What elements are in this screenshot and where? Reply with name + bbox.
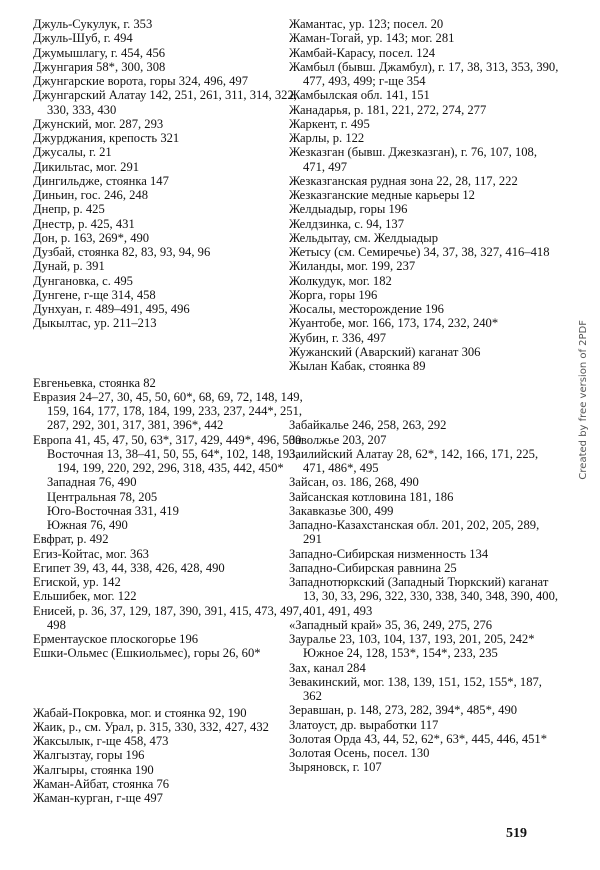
index-entry: Зыряновск, г. 107 [289, 760, 382, 775]
index-entry: Жезказганские медные карьеры 12 [289, 188, 475, 202]
index-entry: Жаман-Айбат, стоянка 76 [33, 776, 170, 791]
index-entry: Джуль-Сукулук, г. 353 [33, 17, 153, 31]
index-entry: Джусалы, г. 21 [33, 145, 112, 160]
index-entry: Забайкалье 246, 258, 263, 292 [289, 418, 447, 433]
index-entry: Жарлы, р. 122 [289, 131, 365, 145]
index-entry: Егиз-Койтас, мог. 363 [33, 546, 149, 561]
section-gap [33, 661, 303, 706]
index-entry: Дикильтас, мог. 291 [33, 159, 140, 174]
index-entry: Дунай, р. 391 [33, 259, 105, 274]
index-entry: Дузбай, стоянка 82, 83, 93, 94, 96 [33, 245, 211, 259]
index-entry: Енисей, р. 36, 37, 129, 187, 390, 391, 415, 473, 497, 498 [33, 603, 303, 632]
index-entry: Жезказган (бывш. Джезказган), г. 76, 107, 108, 471, 497 [289, 145, 537, 174]
index-entry: «Западный край» 35, 36, 249, 275, 276 [289, 617, 493, 632]
index-entry: Джунгарский Алатау 142, 251, 261, 311, 314, 322, 330, 333, 430 [33, 88, 297, 117]
index-entry: Дунгановка, с. 495 [33, 273, 133, 288]
index-entry: Жиланды, мог. 199, 237 [289, 259, 416, 274]
index-entry: Жамбылская обл. 141, 151 [289, 88, 430, 103]
index-entry: Зауралье 23, 103, 104, 137, 193, 201, 205, 242* [289, 632, 535, 646]
index-entry: Евфрат, р. 492 [33, 532, 109, 547]
index-column-right [289, 17, 561, 775]
index-entry: Западнотюркский (Западный Тюркский) каганат 13, 30, 33, 296, 322, 330, 338, 340, 348, 390, 400, 401, 491, 493 [289, 575, 559, 618]
index-subentry: Западная 76, 490 [47, 475, 137, 490]
index-entry: Златоуст, др. выработки 117 [289, 717, 439, 732]
index-entry: Жаксылык, г-ще 458, 473 [33, 734, 169, 748]
index-entry: Жезказганская рудная зона 22, 28, 117, 222 [289, 173, 518, 188]
index-entry: Ерментауское плоскогорье 196 [33, 632, 199, 646]
index-entry: Жолкудук, мог. 182 [289, 273, 392, 288]
index-entry: Жуантобе, мог. 166, 173, 174, 232, 240* [289, 316, 499, 331]
index-entry: Дингильдже, стоянка 147 [33, 173, 169, 188]
index-subentry: Центральная 78, 205 [47, 489, 158, 504]
index-entry: Западно-Сибирская равнина 25 [289, 560, 457, 575]
page-number: 519 [506, 826, 527, 841]
index-entry: Дыкылтас, ур. 211–213 [33, 316, 157, 331]
index-entry: Закавказье 300, 499 [289, 503, 394, 518]
index-entry: Ельшибек, мог. 122 [33, 589, 137, 604]
index-entry: Джунгарские ворота, горы 324, 496, 497 [33, 74, 249, 88]
index-entry: Днестр, р. 425, 431 [33, 216, 135, 231]
index-entry: Егиской, ур. 142 [33, 575, 121, 589]
index-entry: Жосалы, месторождение 196 [289, 302, 444, 316]
index-entry: Заволжье 203, 207 [289, 432, 387, 447]
index-entry: Дунгене, г-ще 314, 458 [33, 287, 156, 302]
index-entry: Джуль-Шуб, г. 494 [33, 31, 133, 46]
index-entry: Евразия 24–27, 30, 45, 50, 60*, 68, 69, 72, 148, 149, 159, 164, 177, 178, 184, 199, 233, 237, 244*, 251, 287, 292, 301, 317, 381, 396*, 442 [33, 389, 303, 433]
index-entry: Зайсан, оз. 186, 268, 490 [289, 475, 419, 490]
index-entry: Жылан Кабак, стоянка 89 [289, 359, 426, 373]
index-column-left [33, 17, 303, 805]
index-entry: Зеравшан, р. 148, 273, 282, 394*, 485*, 490 [289, 703, 518, 718]
index-entry: Джурджания, крепость 321 [33, 131, 180, 145]
index-entry: Заилийский Алатау 28, 62*, 142, 166, 171, 225, 471, 486*, 495 [289, 446, 539, 475]
index-entry: Жаман-Тогай, ур. 143; мог. 281 [289, 31, 455, 46]
index-entry: Жанадарья, р. 181, 221, 272, 274, 277 [289, 102, 487, 117]
index-entry: Жаркент, г. 495 [289, 116, 370, 131]
index-entry: Жалгыры, стоянка 190 [33, 762, 154, 777]
index-entry: Западно-Сибирская низменность 134 [289, 546, 489, 561]
index-subentry: Восточная 13, 38–41, 50, 55, 64*, 102, 148, 193, 194, 199, 220, 292, 296, 318, 435, 442, 450* [47, 446, 299, 475]
index-entry: Зах, канал 284 [289, 660, 366, 675]
index-entry: Ешки-Ольмес (Ешкиольмес), горы 26, 60* [33, 646, 261, 661]
index-entry: Западно-Казахстанская обл. 201, 202, 205, 289, 291 [289, 518, 540, 547]
section-gap [33, 331, 303, 376]
index-entry: Жабай-Покровка, мог. и стоянка 92, 190 [33, 705, 247, 720]
index-entry: Европа 41, 45, 47, 50, 63*, 317, 429, 449*, 496, 500 [33, 432, 302, 447]
index-entry: Джунский, мог. 287, 293 [33, 116, 164, 131]
index-entry: Золотая Орда 43, 44, 52, 62*, 63*, 445, 446, 451* [289, 731, 548, 746]
index-entry: Желдзинка, с. 94, 137 [289, 216, 405, 231]
index-entry: Днепр, р. 425 [33, 202, 105, 217]
index-entry: Джунгария 58*, 300, 308 [33, 59, 166, 74]
index-subentry: Южное 24, 128, 153*, 154*, 233, 235 [303, 646, 498, 661]
index-entry: Зайсанская котловина 181, 186 [289, 489, 454, 504]
index-entry: Дунхуан, г. 489–491, 495, 496 [33, 302, 190, 316]
index-entry: Диньин, гос. 246, 248 [33, 188, 149, 202]
index-entry: Желдыадыр, горы 196 [289, 202, 408, 217]
index-entry: Евгеньевка, стоянка 82 [33, 375, 156, 390]
index-subentry: Юго-Восточная 331, 419 [47, 503, 179, 518]
index-entry: Жужанский (Аварский) каганат 306 [289, 344, 481, 359]
index-entry: Жамбыл (бывш. Джамбул), г. 17, 38, 313, 353, 390, 477, 493, 499; г-ще 354 [289, 59, 559, 88]
index-entry: Дон, р. 163, 269*, 490 [33, 230, 150, 245]
index-subentry: Южная 76, 490 [47, 518, 128, 532]
index-entry: Жамантас, ур. 123; посел. 20 [289, 17, 444, 31]
watermark-text: Created by free version of 2PDF [578, 320, 589, 480]
section-gap [289, 373, 561, 418]
index-entry: Жамбай-Карасу, посел. 124 [289, 45, 436, 60]
index-entry: Жалгызтау, горы 196 [33, 748, 145, 763]
index-entry: Жельдытау, см. Желдыадыр [289, 230, 439, 245]
index-entry: Джумышлагу, г. 454, 456 [33, 45, 166, 60]
index-entry: Жаман-курган, г-ще 497 [33, 791, 163, 805]
index-entry: Зевакинский, мог. 138, 139, 151, 152, 155*, 187, 362 [289, 674, 542, 703]
index-entry: Золотая Осень, посел. 130 [289, 746, 430, 760]
index-entry: Жаик, р., см. Урал, р. 315, 330, 332, 427, 432 [33, 719, 269, 734]
index-entry: Жетысу (см. Семиречье) 34, 37, 38, 327, 416–418 [289, 245, 550, 259]
index-entry: Жорга, горы 196 [289, 287, 378, 302]
index-entry: Египет 39, 43, 44, 338, 426, 428, 490 [33, 560, 225, 575]
index-entry: Жубин, г. 336, 497 [289, 330, 387, 345]
